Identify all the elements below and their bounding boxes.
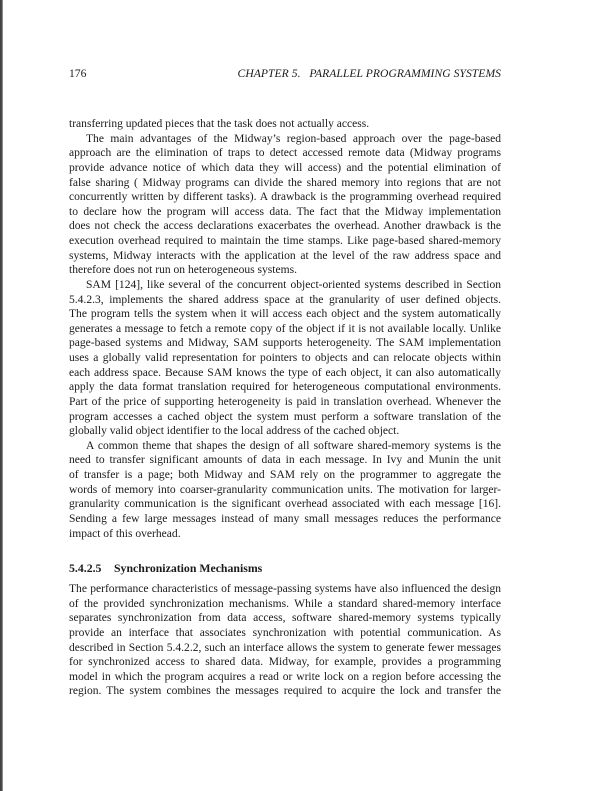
text-line: 5.4.2.3, implements the shared address space at the granularity of user defined objects. <box>69 293 501 306</box>
text-line: SAM [124], like several of the concurrent object-oriented systems described in Section <box>86 278 501 291</box>
text-line: for synchronized access to shared data. Midway, for example, provides a programming <box>69 656 501 669</box>
text-line: Part of the price of supporting heterogeneity is paid in translation overhead. Whenever the <box>69 395 501 408</box>
text-line: need to transfer significant amounts of data in each message. In Ivy and Munin the unit <box>69 454 501 467</box>
section-title: Synchronization Mechanisms <box>114 561 263 575</box>
text-line: impact of this overhead. <box>69 527 181 540</box>
text-line: words of memory into coarser-granularity communication units. The motivation for larger- <box>69 483 501 496</box>
text-line: described in Section 5.4.2.2, such an interface allows the system to generate fewer messages <box>69 641 501 654</box>
text-line: provide an interface that associates synchronization with potential communication. As <box>69 626 501 639</box>
text-line: model in which the program acquires a read or write lock on a region before accessing the <box>69 670 501 683</box>
text-line: execution overhead required to maintain the time stamps. Like page-based shared-memory <box>69 235 501 247</box>
text-line: systems, Midway interacts with the application at the level of the raw address space and <box>69 249 501 262</box>
chapter-title: CHAPTER 5. PARALLEL PROGRAMMING SYSTEMS <box>237 67 501 80</box>
text-line: to declare how the program will access data. The fact that the Midway implementation <box>69 205 501 218</box>
text-line: false sharing ( Midway programs can divide the shared memory into regions that are not <box>69 176 501 189</box>
paragraph <box>69 278 501 439</box>
text-line: generates a message to fetch a remote copy of the object if it is not available locally. Unlike <box>69 322 501 335</box>
text-line: therefore does not run on heterogeneous systems. <box>69 264 297 277</box>
text-line: each address space. Because SAM knows the type of each object, it can also automatically <box>69 366 501 379</box>
text-line: The performance characteristics of message-passing systems have also influenced the design <box>69 583 501 595</box>
text-line: approach are the elimination of traps to detect accessed remote data (Midway programs <box>69 147 501 160</box>
text-line: A common theme that shapes the design of all software shared-memory systems is the <box>86 439 501 452</box>
page-number: 176 <box>69 67 87 80</box>
text-line: provide advance notice of which data they will access) and the potential elimination of <box>69 161 501 174</box>
text-line: separates synchronization from data access, software shared-memory systems typically <box>69 612 501 625</box>
text-line: does not check the access declarations exacerbates the overhead. Another drawback is the <box>69 220 501 233</box>
text-line: granularity communication is the significant overhead associated with each message [16]. <box>69 498 501 511</box>
paragraph <box>69 439 501 541</box>
text-line: The program tells the system when it will access each object and the system automatically <box>69 308 501 321</box>
text-line: concurrently written by different tasks). A drawback is the programming overhead required <box>69 191 501 204</box>
paragraph <box>69 132 501 278</box>
running-head <box>69 66 501 82</box>
body-text <box>69 117 501 541</box>
text-line: page-based systems and Midway, SAM supports heterogeneity. The SAM implementation <box>69 337 501 350</box>
text-line: of the provided synchronization mechanisms. While a standard shared-memory interface <box>69 597 501 610</box>
section-body <box>69 582 501 699</box>
text-line: The main advantages of the Midway’s region-based approach over the page-based <box>86 132 501 145</box>
text-line: program accesses a cached object the system must perform a software translation of the <box>69 410 501 423</box>
paragraph <box>69 117 501 132</box>
text-line: transferring updated pieces that the task does not actually access. <box>69 118 370 130</box>
paragraph <box>69 582 501 699</box>
text-line: of transfer is a page; both Midway and SAM rely on the programmer to aggregate the <box>69 469 501 481</box>
text-line: region. The system combines the messages required to acquire the lock and transfer the <box>69 685 501 698</box>
text-line: globally valid object identifier to the local address of the cached object. <box>69 425 400 438</box>
text-line: Sending a few large messages instead of many small messages reduces the performance <box>69 512 501 525</box>
scan-edge-shadow <box>0 0 3 791</box>
section-number: 5.4.2.5 <box>69 561 102 575</box>
text-line: uses a globally valid representation for pointers to objects and can relocate objects within <box>69 352 501 364</box>
section-heading <box>69 560 262 576</box>
text-line: apply the data format translation required for heterogeneous computational environments. <box>69 381 501 394</box>
